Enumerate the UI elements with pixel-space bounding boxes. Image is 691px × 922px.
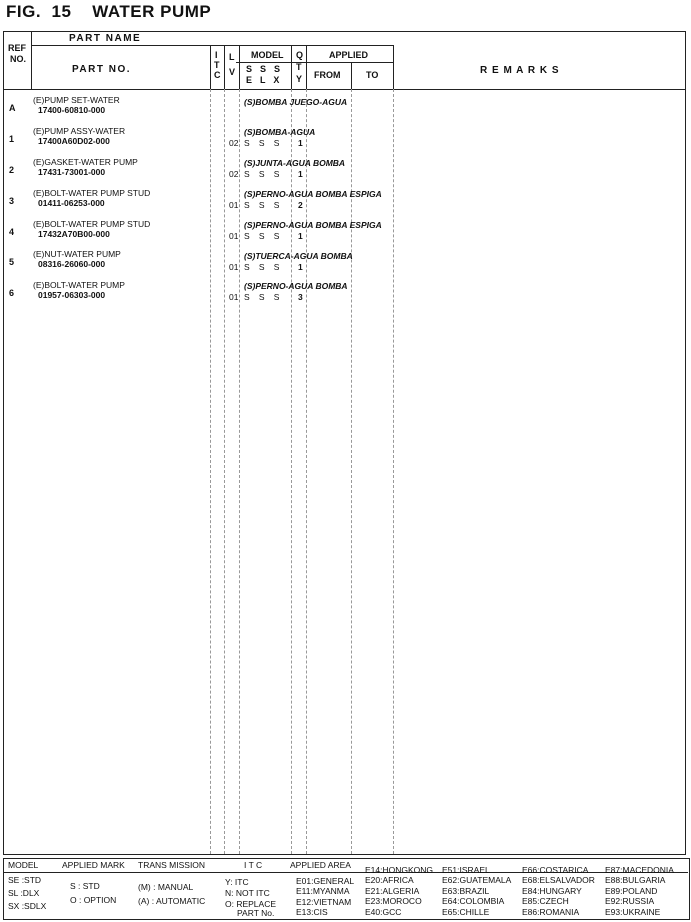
legend-area-item: E23:MOROCO (365, 896, 422, 906)
part-name: (E)GASKET-WATER PUMP (33, 157, 138, 167)
legend-area-item: E51:ISRAEL (442, 865, 490, 875)
ref-no: A (9, 103, 16, 113)
legend-area-item: E63:BRAZIL (442, 886, 490, 896)
header-itc-i: I (215, 50, 218, 60)
part-number: 17431-73001-000 (38, 167, 106, 177)
legend-area-item: E88:BULGARIA (605, 875, 666, 885)
part-name-spanish: (S)JUNTA-AGUA BOMBA (244, 158, 346, 168)
legend-itc-title: I T C (244, 860, 263, 870)
legend-area-item: E20:AFRICA (365, 875, 414, 885)
part-name: (E)BOLT-WATER PUMP STUD (33, 219, 151, 229)
legend-model-title: MODEL (8, 860, 39, 870)
legend-itc-o: O: REPLACE (225, 899, 277, 909)
legend-area-title: APPLIED AREA (290, 860, 351, 870)
legend-area-item: E86:ROMANIA (522, 907, 580, 917)
legend-area-item: E87:MACEDONIA (605, 865, 674, 875)
legend-box (3, 858, 690, 920)
part-name-spanish: (S)PERNO-AGUA BOMBA ESPIGA (244, 189, 382, 199)
legend-area-item: E89:POLAND (605, 886, 658, 896)
legend-area-item: E62:GUATEMALA (442, 875, 512, 885)
part-name-spanish: (S)TUERCA-AGUA BOMBA (244, 251, 353, 261)
legend-area-item: E13:CIS (296, 907, 328, 917)
header-no: NO. (10, 54, 27, 64)
legend-area-item: E01:GENERAL (296, 876, 355, 886)
level: 02 (229, 169, 239, 179)
ref-no: 6 (9, 288, 15, 298)
legend-area-item: E66:COSTARICA (522, 865, 589, 875)
header-model-row1: S S S (246, 64, 282, 74)
legend-area-item: E92:RUSSIA (605, 896, 655, 906)
header-rule-model (236, 62, 393, 63)
part-number: 17432A70B00-000 (38, 229, 110, 239)
level: 02 (229, 138, 239, 148)
legend-mark-std: S : STD (70, 881, 100, 891)
header-lv-v: V (229, 67, 236, 77)
parts-table (3, 31, 686, 855)
part-name-spanish: (S)PERNO-AGUA BOMBA ESPIGA (244, 220, 382, 230)
part-name: (E)PUMP SET-WATER (33, 95, 120, 105)
ref-no: 3 (9, 196, 15, 206)
legend-mark-option: O : OPTION (70, 895, 117, 905)
part-name: (E)NUT-WATER PUMP (33, 249, 121, 259)
header-applied: APPLIED (329, 50, 369, 60)
header-remarks: R E M A R K S (480, 65, 560, 76)
part-number: 17400-60810-000 (38, 105, 106, 115)
header-lv-l: L (229, 52, 235, 62)
header-itc-t: T (214, 60, 220, 70)
part-name: (E)BOLT-WATER PUMP STUD (33, 188, 151, 198)
legend-applied-mark-title: APPLIED MARK (62, 860, 125, 870)
header-model-row2: E L X (246, 75, 281, 85)
legend-trans-manual: (M) : MANUAL (138, 882, 194, 892)
part-name-spanish: (S)PERNO-AGUA BOMBA (244, 281, 348, 291)
part-number: 01411-06253-000 (38, 198, 105, 208)
header-bottom-rule (4, 89, 685, 90)
level: 01 (229, 262, 239, 272)
ref-no: 1 (9, 134, 15, 144)
legend-model-se: SE :STD (8, 875, 42, 885)
header-qty-t: T (296, 62, 302, 72)
header-ref: REF (8, 43, 26, 53)
header-model: MODEL (251, 50, 284, 60)
ref-no: 4 (9, 227, 15, 237)
model-marks: S S S (244, 262, 281, 272)
quantity: 1 (298, 169, 303, 179)
quantity: 1 (298, 262, 303, 272)
part-name: (E)BOLT-WATER PUMP (33, 280, 125, 290)
quantity: 2 (298, 200, 303, 210)
figure-title: FIG. 15 WATER PUMP (6, 2, 212, 21)
header-from: FROM (314, 70, 341, 80)
legend-trans-title: TRANS MISSION (138, 860, 206, 870)
legend-area-item: E14:HONGKONG (365, 865, 434, 875)
part-name: (E)PUMP ASSY-WATER (33, 126, 126, 136)
part-number: 17400A60D02-000 (38, 136, 110, 146)
part-name-spanish: (S)BOMBA-AGUA (244, 127, 316, 137)
level: 01 (229, 231, 239, 241)
legend-trans-automatic: (A) : AUTOMATIC (138, 896, 206, 906)
legend-area-item: E93:UKRAINE (605, 907, 661, 917)
model-marks: S S S (244, 231, 281, 241)
level: 01 (229, 292, 239, 302)
header-part-name: PART NAME (69, 33, 142, 44)
legend-area-item: E84:HUNGARY (522, 886, 582, 896)
header-qty-q: Q (296, 50, 304, 60)
model-marks: S S S (244, 138, 281, 148)
legend-area-item: E65:CHILLE (442, 907, 490, 917)
part-number: 01957-06303-000 (38, 290, 106, 300)
legend-area-item: E64:COLOMBIA (442, 896, 505, 906)
model-marks: S S S (244, 200, 281, 210)
legend-model-sl: SL :DLX (8, 888, 40, 898)
legend-area-item: E85:CZECH (522, 896, 569, 906)
model-marks: S S S (244, 169, 281, 179)
header-itc-c: C (214, 70, 221, 80)
legend-itc-n: N: NOT ITC (225, 888, 270, 898)
legend-area-item: E68:ELSALVADOR (522, 875, 595, 885)
quantity: 1 (298, 231, 303, 241)
legend-area-item: E21:ALGERIA (365, 886, 420, 896)
ref-no: 5 (9, 257, 15, 267)
part-number: 08316-26060-000 (38, 259, 106, 269)
ref-no: 2 (9, 165, 15, 175)
quantity: 3 (298, 292, 303, 302)
header-qty-y: Y (296, 74, 303, 84)
legend-itc-partno: PART No. (237, 908, 275, 918)
legend-area-item: E12:VIETNAM (296, 897, 352, 907)
legend-model-sx: SX :SDLX (8, 901, 47, 911)
model-marks: S S S (244, 292, 281, 302)
header-to: TO (366, 70, 379, 80)
header-part-no: PART NO. (72, 64, 132, 75)
legend-area-item: E40:GCC (365, 907, 402, 917)
part-name-spanish: (S)BOMBA JUEGO-AGUA (244, 97, 348, 107)
legend-area-item: E11:MYANMA (296, 886, 350, 896)
legend-itc-y: Y: ITC (225, 877, 249, 887)
header-rule-partname (31, 45, 393, 46)
quantity: 1 (298, 138, 303, 148)
level: 01 (229, 200, 239, 210)
